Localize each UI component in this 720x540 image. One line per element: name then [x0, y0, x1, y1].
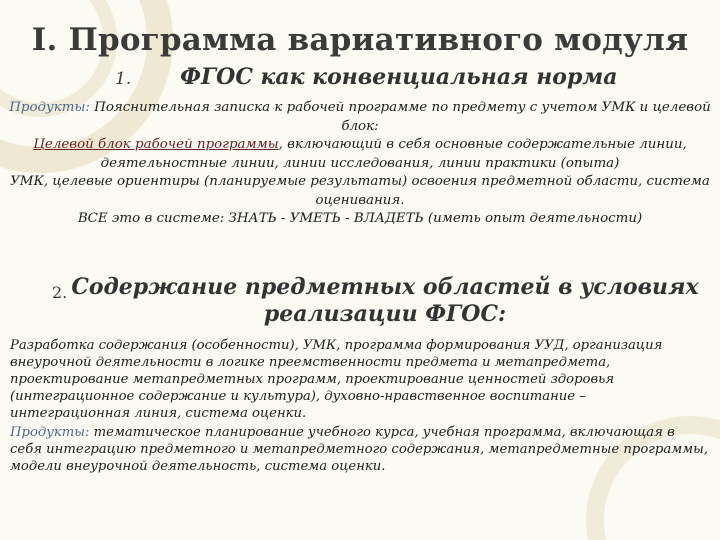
- products-paragraph: [8, 99, 712, 136]
- section-1-title: ФГОС как конвенциальная норма: [180, 64, 618, 90]
- section-2-number: 2.: [52, 283, 68, 302]
- section-2-title: Содержание предметных областей в условиях реализации ФГОС:: [71, 274, 699, 327]
- section-2-heading: [0, 274, 720, 328]
- section-2-body: [10, 337, 710, 477]
- products-2-text: тематическое планирование учебного курса, учебная программа, включающая в себя интеграцию предметного и метапредметного содержания, метапредметные программы, модели внеурочной деятельность, система оценки.: [10, 425, 709, 474]
- section-1-heading: [115, 64, 715, 90]
- products-2-paragraph: [10, 424, 710, 475]
- products-label: Продукты:: [9, 100, 90, 115]
- target-block-paragraph: [8, 136, 712, 173]
- umk-paragraph: УМК, целевые ориентиры (планируемые результаты) освоения предметной области, система оценивания.: [10, 174, 710, 208]
- slide-title: I. Программа вариативного модуля: [31, 22, 689, 58]
- section-1-number: 1.: [115, 69, 132, 89]
- target-block-link[interactable]: Целевой блок рабочей программы: [33, 137, 279, 152]
- products-2-label: Продукты:: [10, 425, 90, 440]
- development-paragraph: Разработка содержания (особенности), УМК, программа формирования УУД, организация внеурочной деятельности в логике преемственности предмета и метапредмета, проектирование метапредметных программ, проектирование ценностей здоровья (интеграционное содержание и культура), духовно-нравственное воспитание – интеграционная линия, система оценки.: [10, 338, 663, 421]
- products-text: Пояснительная записка к рабочей программе по предмету с учетом УМК и целевой блок:: [94, 100, 711, 134]
- target-block-text: , включающий в себя основные содержательные линии, деятельностные линии, линии исследования, линии практики (опыта): [100, 137, 687, 171]
- section-1-body: [8, 99, 712, 229]
- system-paragraph: ВСЕ это в системе: ЗНАТЬ - УМЕТЬ - ВЛАДЕТЬ (иметь опыт деятельности): [77, 211, 643, 226]
